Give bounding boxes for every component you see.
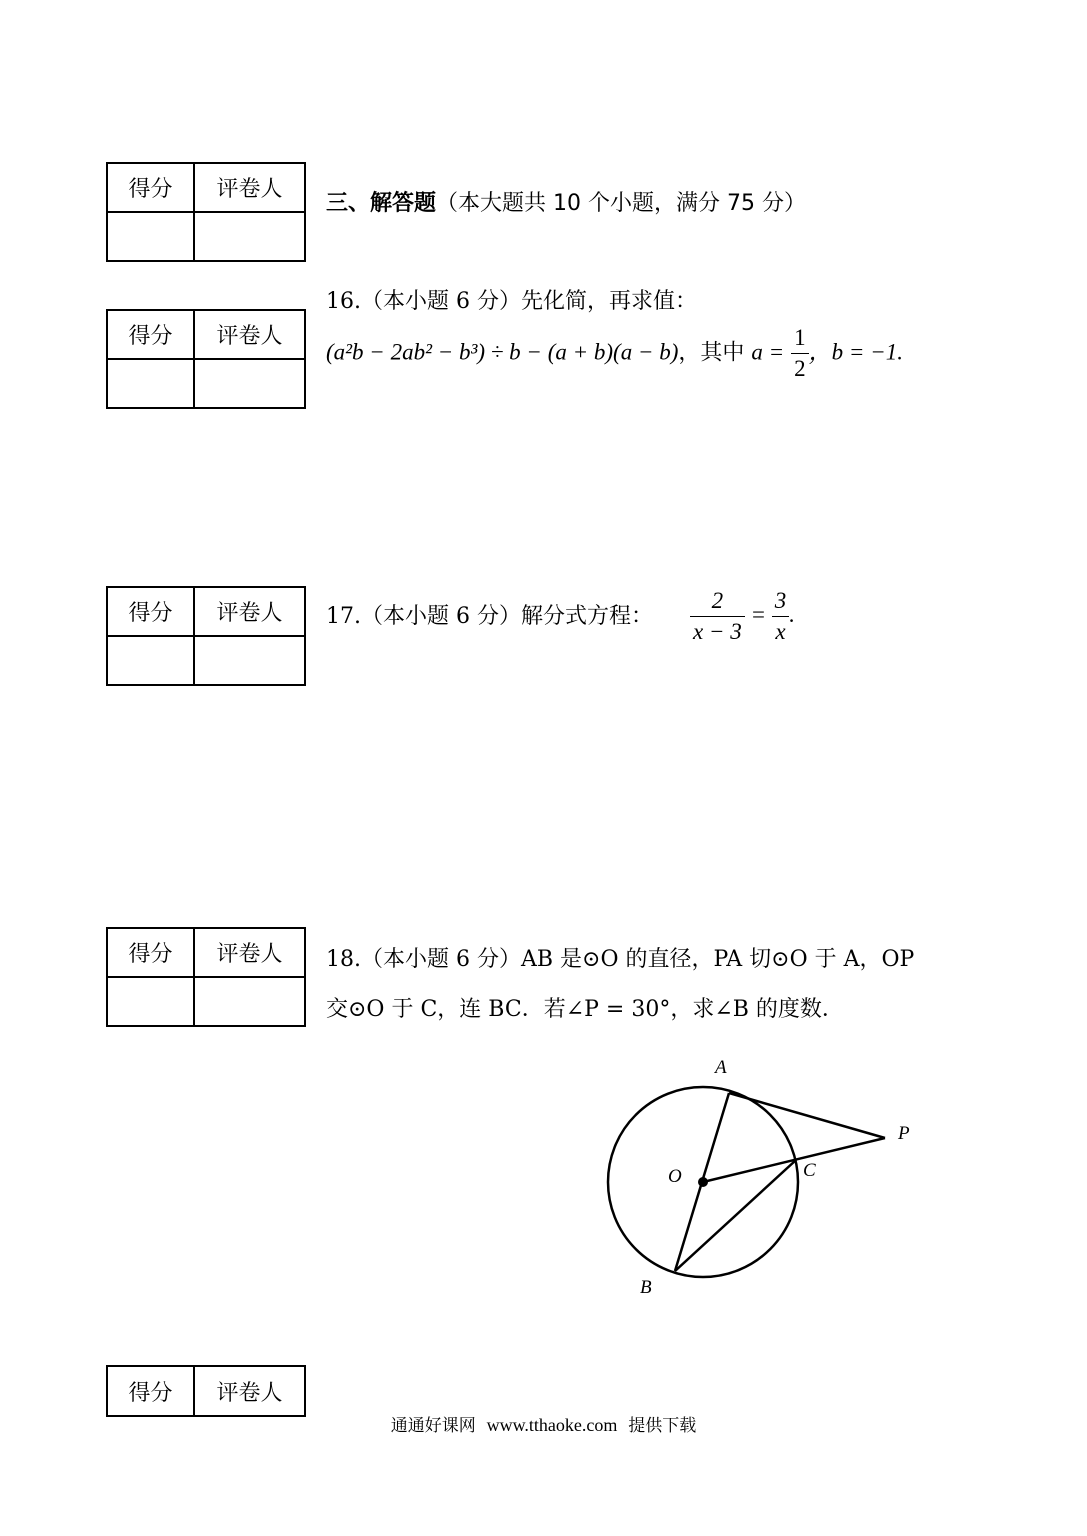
page-footer [0, 1411, 1087, 1436]
q17-equation [690, 589, 795, 644]
q16-expression-line [326, 326, 903, 381]
q18-circle-diagram [590, 1050, 930, 1310]
q17-heading: 17.（本小题 6 分）解分式方程： [326, 604, 653, 629]
q16-expression: (a²b − 2ab² − b³) ÷ b − (a + b)(a − b) [326, 339, 679, 365]
label-b: B [640, 1277, 652, 1298]
score-box-section [106, 162, 306, 262]
q17-rhs-fraction [772, 589, 790, 644]
center-point [698, 1177, 708, 1187]
label-a: A [715, 1057, 727, 1078]
section-title: 三、解答题 [326, 191, 437, 216]
q16-b-value: ，b = −1. [808, 339, 903, 365]
score-box-q18 [106, 927, 306, 1027]
q16-a-denominator: 2 [791, 353, 809, 381]
grader-label: 评卷人 [194, 1366, 305, 1416]
label-c: C [803, 1160, 816, 1181]
score-box-q16 [106, 309, 306, 409]
q17-equals: = [750, 601, 767, 627]
q16-condition-prefix: ，其中 [678, 340, 745, 366]
q17-period: . [789, 601, 796, 627]
grader-label: 评卷人 [194, 928, 305, 977]
footer-site: 通通好课网 [390, 1416, 476, 1436]
footer-url: www.tthaoke.com [486, 1415, 618, 1435]
section-note: （本大题共 10 个小题，满分 75 分） [436, 191, 806, 216]
label-o: O [668, 1166, 682, 1187]
segment-op [703, 1138, 885, 1182]
grader-cell [194, 636, 305, 685]
score-label: 得分 [107, 1366, 194, 1416]
score-label: 得分 [107, 928, 194, 977]
grader-label: 评卷人 [194, 163, 305, 212]
q16-a-lhs: a = [751, 339, 785, 365]
q16-heading: 16.（本小题 6 分）先化简，再求值： [326, 289, 697, 314]
label-p: P [898, 1123, 910, 1144]
q17-rhs-denominator: x [772, 616, 790, 644]
q17-lhs-numerator: 2 [711, 588, 724, 613]
score-box-q19 [106, 1365, 306, 1417]
grader-label: 评卷人 [194, 587, 305, 636]
q18-line-1: 18.（本小题 6 分）AB 是⊙O 的直径，PA 切⊙O 于 A，OP [326, 947, 915, 972]
grader-label: 评卷人 [194, 310, 305, 359]
grader-cell [194, 212, 305, 261]
q17-rhs-numerator: 3 [774, 588, 787, 613]
footer-suffix: 提供下载 [628, 1416, 697, 1436]
q16-a-fraction [791, 326, 809, 381]
score-cell [107, 359, 194, 408]
q17-lhs-fraction [690, 589, 745, 644]
score-box-q17 [106, 586, 306, 686]
score-cell [107, 977, 194, 1026]
segment-bc [675, 1160, 796, 1271]
q17-lhs-denominator: x − 3 [690, 616, 745, 644]
section-heading [326, 193, 806, 215]
q18-line-2: 交⊙O 于 C，连 BC．若∠P = 30°，求∠B 的度数． [326, 997, 844, 1022]
score-label: 得分 [107, 310, 194, 359]
tangent-pa [729, 1093, 885, 1138]
score-cell [107, 636, 194, 685]
score-label: 得分 [107, 163, 194, 212]
score-label: 得分 [107, 587, 194, 636]
grader-cell [194, 977, 305, 1026]
grader-cell [194, 359, 305, 408]
score-cell [107, 212, 194, 261]
q16-a-numerator: 1 [794, 325, 806, 350]
